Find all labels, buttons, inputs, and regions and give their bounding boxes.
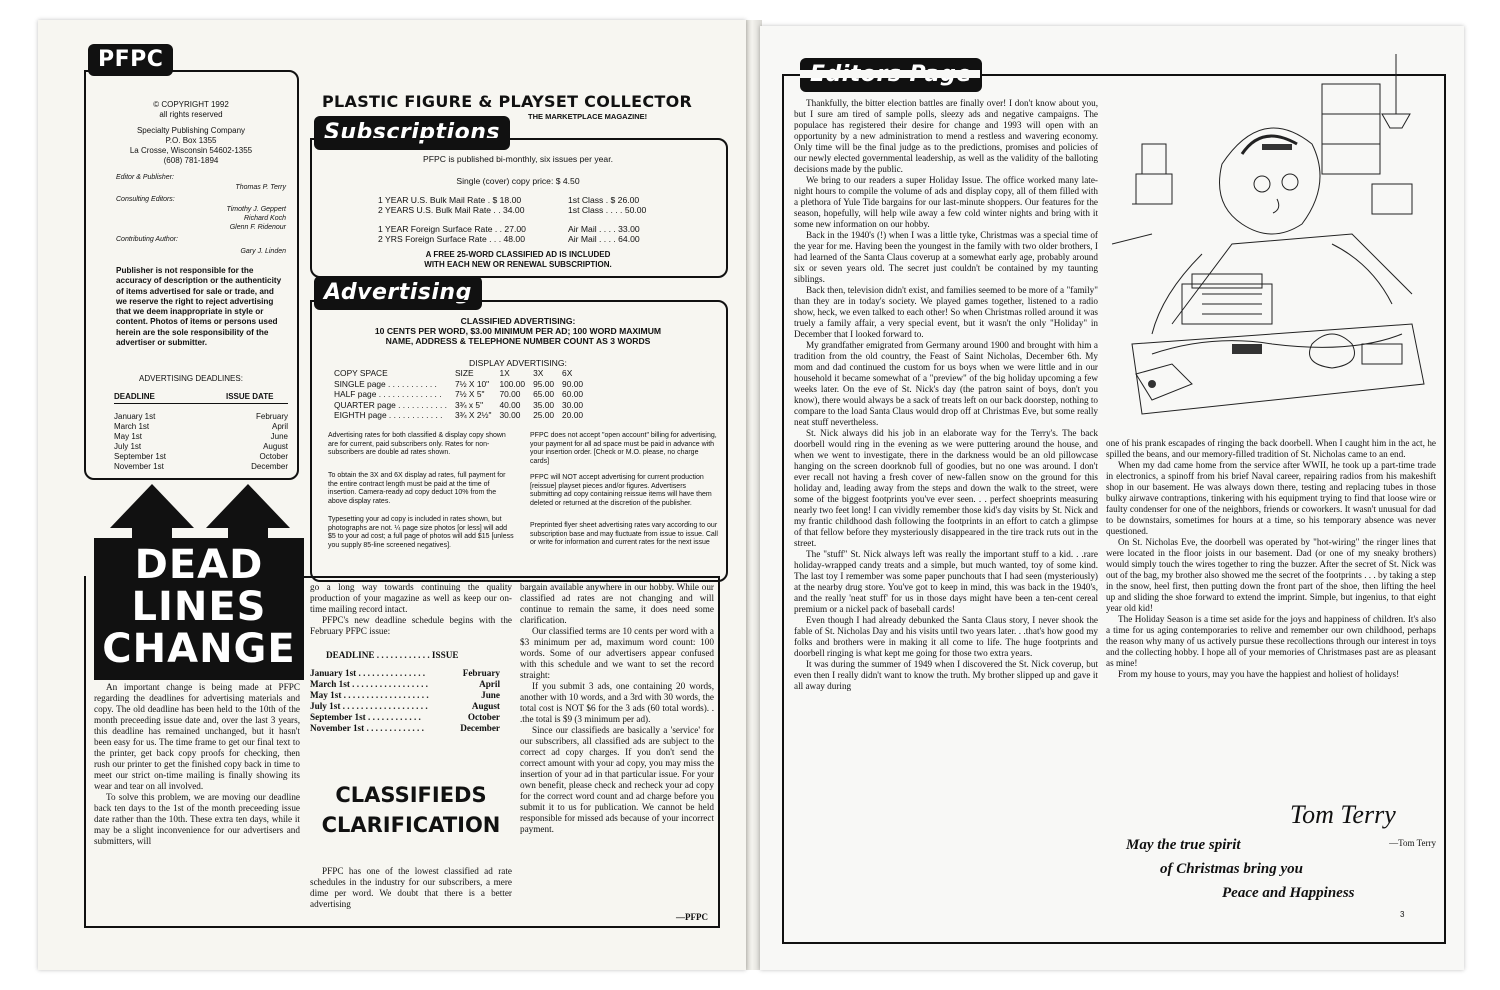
editors-col2 bbox=[1106, 438, 1436, 812]
display-rate-cell: 95.00 bbox=[533, 378, 555, 389]
dead-lines-col2-top bbox=[310, 582, 512, 652]
display-header-cell: COPY SPACE bbox=[334, 368, 388, 378]
new-deadline-date: November 1st . . . . . . . . . . . . . bbox=[310, 723, 424, 733]
ad-note-left-2: To obtain the 3X and 6X display ad rates, full payment for the entire contract length must be paid at the time of insertion. Camera-ready ad copy deduct 10% from the above display rates. bbox=[328, 472, 506, 505]
display-header-cell: 1X bbox=[499, 368, 510, 378]
classified-count: NAME, ADDRESS & TELEPHONE NUMBER COUNT AS 3 WORDS bbox=[385, 336, 651, 346]
dead-line-3: CHANGE bbox=[102, 626, 296, 672]
deadline-row bbox=[114, 432, 288, 442]
col3-paragraph-2: Our classified terms are 10 cents per word with a $3 minimum per ad, maximum word count: 100 words. Some of our advertisers appear confused with this schedule and we want to set the record straight: bbox=[520, 626, 714, 680]
consulting-editor-3: Glenn F. Ridenour bbox=[229, 224, 286, 231]
contrib-label: Contributing Author: bbox=[116, 236, 178, 243]
ad-note-right-2: PFPC will NOT accept advertising for current production [reissue] playset pieces and/or figures. Advertisers submitting ad copy containing reissue items will have them deleted or returned at the discretion of the publisher. bbox=[530, 474, 712, 507]
left-page bbox=[38, 20, 746, 970]
magazine-title: PLASTIC FIGURE & PLAYSET COLLECTOR bbox=[322, 92, 693, 111]
display-header-cell: SIZE bbox=[454, 368, 474, 378]
issue-month: August bbox=[263, 442, 288, 451]
classified-rate: 10 CENTS PER WORD, $3.00 MINIMUM PER AD; 100 WORD MAXIMUM bbox=[374, 326, 662, 336]
dead-line-1: DEAD bbox=[134, 542, 264, 588]
editor-desk-illustration bbox=[1112, 44, 1444, 434]
heading-gap bbox=[800, 70, 980, 78]
col1-paragraph-1: An important change is being made at PFPC regarding the deadlines for advertising materials and copy. The old deadline has been held to the 10th of the month preceeding issue date and, over the last 3 years, this deadline has remained unchanged, but it hasn't been easy for us. The time frame to get our final text to the printer, get back copy proofs for checking, then rush our printer to get the finished copy back in time to meet our strict on-time mailing is finally showing its wear and tear on all involved. bbox=[94, 682, 300, 791]
editors-col1-p3: Back in the 1940's (!) when I was a little tyke, Christmas was a special time of the year for me. Having been the youngest in the family with two older brothers, I had learned of the Santa Claus coverup at a somewhat early age, probably around six or seven years old. The secret just couldn't be contained by my taunting siblings. bbox=[794, 230, 1098, 284]
article-frame-top bbox=[304, 576, 720, 578]
display-title: DISPLAY ADVERTISING: bbox=[469, 358, 567, 368]
display-rate-cell: 30.00 bbox=[499, 410, 521, 420]
deadline-col-header: DEADLINE bbox=[114, 392, 155, 401]
deadline-row bbox=[114, 452, 288, 462]
display-rate-cell: 3¾ x 5" bbox=[454, 399, 484, 410]
classifieds-title-1: CLASSIFIEDS bbox=[335, 783, 487, 807]
display-rate-cell: 100.00 bbox=[499, 378, 526, 389]
issue-month: April bbox=[271, 422, 288, 431]
issue-month: June bbox=[270, 432, 288, 441]
editors-col1-p4: Back then, television didn't exist, and families seemed to be more of a "family" than they are in today's society. We played games together, listened to a radio show, heck, we even talked to each other! So when Christmas rolled around it was truely a family affair, a very special event, but it wasn't the only "Holiday" in December that I looked forward to. bbox=[794, 285, 1098, 339]
motto-line-3: Peace and Happiness bbox=[1222, 885, 1355, 901]
issue-month: October bbox=[259, 452, 288, 461]
editor-label: Editor & Publisher: bbox=[116, 174, 174, 181]
rate-2yr-bulk: 2 YEARS U.S. Bulk Mail Rate . . 34.00 bbox=[378, 205, 525, 215]
display-header-cell: 3X bbox=[533, 368, 544, 378]
magazine-subtitle: THE MARKETPLACE MAGAZINE! bbox=[528, 112, 648, 121]
subscriptions-heading: Subscriptions bbox=[314, 116, 510, 150]
editors-col1-p8: Even though I had already debunked the Santa Claus story, I never shook the fable of St. Nicholas Day and his visits until two years later. . .that's how good my folks and brothers were in making it all come to life. The huge footprints and doorbell ringing is what kept me going for those two extra years. bbox=[794, 615, 1098, 658]
new-schedule-header: DEADLINE . . . . . . . . . . . . ISSUE bbox=[326, 650, 459, 660]
new-schedule-row bbox=[310, 679, 500, 690]
advertising-heading: Advertising bbox=[314, 276, 482, 310]
new-deadline-date: March 1st . . . . . . . . . . . . . . . . . bbox=[310, 679, 428, 689]
editors-col1-p9: It was during the summer of 1949 when I discovered the St. Nick coverup, but even then I really didn't want to know the truth. My brother slipped up and gave it all away during bbox=[794, 659, 1098, 691]
display-rate-row bbox=[330, 379, 587, 390]
page-number: 3 bbox=[1400, 910, 1405, 919]
new-schedule-row bbox=[310, 668, 500, 679]
deadline-date: July 1st bbox=[114, 442, 142, 451]
deadline-date: March 1st bbox=[114, 422, 150, 431]
editors-col2-p3: On St. Nicholas Eve, the doorbell was operated by "hot-wiring" the ringer lines that were located in the floor joists in our basement. Dad (or one of my sneaky brothers) would simply touch the wires together to ring the buzzer. After the secret of St. Nick was out of the bag, my brother also showed me the secret of the footprints . . . by taking a step in the snow, heel first, then putting down the front part of the shoe, then lifting the heel up and sliding the shoe forward to extend the imprint. Simple, but ingenius, to that eight year old kid! bbox=[1106, 537, 1436, 613]
new-deadline-date: May 1st . . . . . . . . . . . . . . . . . . . bbox=[310, 690, 429, 700]
consulting-editor-2: Richard Koch bbox=[243, 215, 286, 222]
display-rates-table bbox=[330, 368, 587, 421]
free-ad-line-2: WITH EACH NEW OR RENEWAL SUBSCRIPTION. bbox=[424, 260, 612, 269]
display-rate-cell: 7½ X 10" bbox=[454, 378, 490, 389]
editors-col1-p7: The "stuff" St. Nick always left was really the important stuff to a kid. . .rare holiday-wrapped candy treats and a simple, but much wanted, toy of some kind. The last toy I remember was some paper punchouts that I had seen (mysteriously) at the nearby drug store. You've got to keep in mind, this was back in the 1940's, and the really 'neat stuff' for us in those days might have been a ten-cent cereal premium or a nickel pack of baseball cards! bbox=[794, 549, 1098, 614]
col3-paragraph-4: Since our classifieds are basically a 'service' for our subscribers, all classified ads are subject to the correct ad copy charges. If you don't send the correct amount with your ad copy, you may miss the insertion of your ad in that particular issue. For your own benefit, please check and recheck your ad copy for the correct word count and ad charge before you submit it to us for publication. We cannot be held responsible for missed ads because of your incorrect payment. bbox=[520, 725, 714, 834]
new-issue-month: February bbox=[462, 668, 500, 678]
po-box: P.O. Box 1355 bbox=[165, 136, 217, 145]
editors-col2-p5: From my house to yours, may you have the happiest and holiest of holidays! bbox=[1118, 669, 1400, 679]
display-rate-cell: 40.00 bbox=[499, 399, 521, 410]
deadline-row bbox=[114, 422, 288, 432]
copyright: © COPYRIGHT 1992 bbox=[153, 100, 229, 109]
ad-note-left-3: Typesetting your ad copy is included in rates shown, but photographs are not. ¼ page size photos [or less] will add $5 to your ad cost; a full page of photos will add $15 [unless you supply 85-line screened negatives]. bbox=[328, 516, 514, 549]
new-issue-month: December bbox=[460, 723, 500, 733]
col2-paragraph-2: PFPC's new deadline schedule begins with the February PFPC issue: bbox=[310, 615, 512, 636]
col1-paragraph-2: To solve this problem, we are moving our deadline back ten days to the 1st of the month preceeding issue date rather than the 10th. These extra ten days, while it may be a slight inconvenience for our advertisers and submitters, will bbox=[94, 792, 300, 846]
rate-2yr-foreign: 2 YRS Foreign Surface Rate . . . 48.00 bbox=[378, 234, 525, 244]
editors-col2-p2: When my dad came home from the service after WWII, he took up a part-time trade in electronics, a spinoff from his brief Naval career, repairing radios from his makeshift shop in our basement. He was always down there, testing and replacing tubes in those bulky airwave contraptions, tinkering with his equipment trying to find that loose wire or faulty condenser for one of the neighbors, friends or coworkers. It wasn't unusual for dad to be downstairs, sometimes for hours at a time, so his temporary absence was never questioned. bbox=[1106, 460, 1436, 536]
deadline-date: May 1st bbox=[114, 432, 143, 441]
single-price: Single (cover) copy price: $ 4.50 bbox=[456, 176, 580, 186]
published-freq: PFPC is published bi-monthly, six issues per year. bbox=[423, 154, 613, 164]
col2-paragraph-3: PFPC has one of the lowest classified ad rate schedules in the industry for our subscribers, a mere dime per word. We doubt that there is a better advertising bbox=[310, 866, 512, 909]
editors-col1 bbox=[794, 98, 1098, 938]
classified-title: CLASSIFIED ADVERTISING: bbox=[460, 316, 576, 326]
classifieds-title-2: CLARIFICATION bbox=[321, 813, 501, 837]
display-rate-cell: 90.00 bbox=[562, 378, 584, 389]
new-deadline-date: July 1st . . . . . . . . . . . . . . . . . . . bbox=[310, 701, 428, 711]
rate-1yr-foreign: 1 YEAR Foreign Surface Rate . . 27.00 bbox=[378, 224, 526, 234]
ad-note-left-1: Advertising rates for both classified & display copy shown are for current, paid subscribers only. Rates for non-subscribers are double ad rates shown. bbox=[328, 432, 506, 456]
deadline-row bbox=[114, 462, 288, 472]
display-rate-cell: 70.00 bbox=[499, 389, 521, 399]
ad-note-right-3: Preprinted flyer sheet advertising rates vary according to our subscription base and may fluctuate from issue to issue. Call or write for information and current rates for the next issue bbox=[530, 522, 718, 546]
right-page bbox=[760, 26, 1464, 970]
display-rate-cell: QUARTER page . . . . . . . . . . . bbox=[334, 399, 447, 410]
free-ad-line-1: A FREE 25-WORD CLASSIFIED AD IS INCLUDED bbox=[425, 250, 611, 259]
col3-paragraph-1: bargain available anywhere in our hobby. While our classified ad rates are not changing and will continue to remain the same, it does need some clarification. bbox=[520, 582, 714, 625]
display-rate-cell: EIGHTH page . . . . . . . . . . . . bbox=[334, 410, 443, 420]
new-schedule-list bbox=[310, 668, 512, 734]
display-rate-cell: 35.00 bbox=[533, 399, 555, 410]
display-rate-cell: 20.00 bbox=[562, 410, 584, 420]
rights: all rights reserved bbox=[159, 110, 223, 119]
display-rate-cell: 7½ X 5" bbox=[454, 389, 485, 399]
col2-paragraph-1: go a long way towards continuing the quality production of your magazine as well as keep our on-time mailing record intact. bbox=[310, 582, 512, 614]
new-deadline-date: September 1st . . . . . . . . . . . . bbox=[310, 712, 421, 722]
editors-col1-p1: Thankfully, the bitter election battles are finally over! I don't know about you, but I sure am tired of sample polls, sleezy ads and negative campaigns. The populace has registered their desire for change and 1993 will open with an opportunity by a new administration to mend a restless and wavering economy. Only time will be the final judge as to the predictions, promises and policies of our newly elected governmental leadership, as well as the validity of the balloting decisions made by the public. bbox=[794, 98, 1098, 174]
display-rate-cell: 25.00 bbox=[533, 410, 555, 420]
display-rate-row bbox=[330, 400, 587, 411]
rate-2yr-first: 1st Class . . . . 50.00 bbox=[568, 205, 647, 215]
dead-lines-col1 bbox=[94, 682, 300, 922]
new-schedule-row bbox=[310, 712, 500, 723]
display-rate-cell: 3¾ X 2½" bbox=[454, 410, 492, 420]
disclaimer: Publisher is not responsible for the accuracy of description or the authenticity of items advertised for sale or trade, and we reserve the right to reject advertising that we deem inappropriate in style or content. Photos of items or persons used herein are the sole responsibility of the advertiser or submitter. bbox=[116, 266, 282, 348]
new-issue-month: October bbox=[467, 712, 500, 722]
deadline-date: November 1st bbox=[114, 462, 164, 471]
rate-1yr-air: Air Mail . . . . 33.00 bbox=[568, 224, 640, 234]
editors-col2-p1: one of his prank escapades of ringing the back doorbell. When I caught him in the act, he spilled the beans, and our memory-filled tradition of St. Nicholas came to an end. bbox=[1106, 438, 1436, 459]
issue-month: December bbox=[251, 462, 288, 471]
display-rate-cell: SINGLE page . . . . . . . . . . . bbox=[334, 378, 437, 389]
deadline-date: September 1st bbox=[114, 452, 167, 461]
display-rate-cell: 65.00 bbox=[533, 389, 555, 399]
tom-terry-signature: Tom Terry bbox=[1290, 800, 1396, 829]
consulting-label: Consulting Editors: bbox=[116, 196, 175, 203]
dead-line-2: LINES bbox=[131, 584, 267, 630]
rate-1yr-first: 1st Class . $ 26.00 bbox=[568, 195, 640, 205]
display-rate-cell: 30.00 bbox=[562, 399, 584, 410]
editors-col2-p4: The Holiday Season is a time set aside for the joys and happiness of children. It's also a time for us aging contemporaries to relive and remember our own childhood, perhaps the reason why many of us actively pursue these recollections through our interest in toys and the collecting hobby. I hope all of your memories of Christmases past are as pleasant as mine! bbox=[1106, 614, 1436, 668]
new-deadline-date: January 1st . . . . . . . . . . . . . . . bbox=[310, 668, 426, 678]
arrow-up-left-icon bbox=[110, 484, 194, 528]
display-rate-row bbox=[330, 410, 587, 421]
new-issue-month: June bbox=[481, 690, 500, 700]
deadline-row bbox=[114, 412, 288, 422]
ad-note-right-1: PFPC does not accept "open account" billing for advertising, your payment for all ad space must be paid in advance with your insertion order. [Check or M.O. please, no charge cards] bbox=[530, 432, 717, 465]
byline: —Tom Terry bbox=[1389, 838, 1436, 848]
display-header-row bbox=[330, 368, 587, 379]
new-schedule-row bbox=[310, 701, 500, 712]
display-rate-cell: HALF page . . . . . . . . . . . . . . bbox=[334, 389, 442, 399]
deadlines-rule bbox=[114, 403, 288, 404]
new-issue-month: April bbox=[479, 679, 500, 689]
motto-line-1: May the true spirit bbox=[1126, 837, 1241, 853]
deadline-row bbox=[114, 442, 288, 452]
editors-col1-p2: We bring to our readers a super Holiday Issue. The office worked many late-night hours to compile the volume of ads and display copy, all of them filled with a plethora of Yule Tide bargains for our last-minute shoppers. Our features for the season, hopefully, will help wile away a few cold winter nights and bring with it some new information on our hobby. bbox=[794, 175, 1098, 229]
phone: (608) 781-1894 bbox=[163, 156, 219, 165]
editors-col1-p6: St. Nick always did his job in an elaborate way for the Terry's. The back doorbell would ring in the evening as we were puttering around the house, and when we went to investigate, there in the darkness would be an old pillowcase hanging on the screen doorknob full of goodies, but no one was around. I don't ever recall not having a fresh cover of new-fallen snow on the ground for this holiday and, leading away from the steps and down the walk to the street, were some of the biggest footprints you've ever seen. . . perfect shoeprints measuring nearly two feet long! I can vividly remember those kid's day visits by St. Nick and my frantic childhood dash following the footprints in an effort to catch a glimpse of that fellow before they mysteriously disappeared in the tire track ruts out in the street. bbox=[794, 428, 1098, 548]
issue-col-header: ISSUE DATE bbox=[226, 392, 274, 401]
dead-lines-col3 bbox=[520, 582, 714, 910]
editor-name: Thomas P. Terry bbox=[235, 184, 286, 191]
deadlines-list bbox=[114, 412, 288, 472]
rate-2yr-air: Air Mail . . . . 64.00 bbox=[568, 234, 640, 244]
motto-line-2: of Christmas bring you bbox=[1160, 861, 1303, 877]
new-schedule-row bbox=[310, 723, 500, 734]
deadline-date: January 1st bbox=[114, 412, 156, 421]
company-name: Specialty Publishing Company bbox=[136, 126, 246, 135]
col3-paragraph-3: If you submit 3 ads, one containing 20 words, another with 10 words, and a 3rd with 30 words, the total cost is NOT $6 for the 3 ads (60 total words). . .the total is $9 (3 minimum per ad). bbox=[520, 681, 714, 724]
pfpc-signoff: —PFPC bbox=[676, 912, 708, 922]
display-rate-cell: 60.00 bbox=[562, 389, 584, 399]
display-header-cell: 6X bbox=[562, 368, 573, 378]
issue-month: February bbox=[255, 412, 288, 421]
dead-lines-col2-bottom bbox=[310, 866, 512, 924]
new-schedule-row bbox=[310, 690, 500, 701]
new-issue-month: August bbox=[471, 701, 500, 711]
deadlines-title: ADVERTISING DEADLINES: bbox=[139, 374, 243, 383]
contrib-name: Gary J. Linden bbox=[240, 248, 286, 255]
display-rate-row bbox=[330, 389, 587, 400]
city: La Crosse, Wisconsin 54602-1355 bbox=[129, 146, 253, 155]
rate-1yr-bulk: 1 YEAR U.S. Bulk Mail Rate . $ 18.00 bbox=[378, 195, 522, 205]
pfpc-logo: PFPC bbox=[88, 44, 173, 76]
consulting-editor-1: Timothy J. Geppert bbox=[226, 206, 286, 213]
arrow-up-right-icon bbox=[206, 484, 290, 528]
editors-col1-p5: My grandfather emigrated from Germany around 1900 and brought with him a tradition from the old country, the Feast of Saint Nicholas, December 6th. My mom and dad continued the custom for us boys when we were little and in our household it became somewhat of a "preview" of the big holiday upcoming a few weeks later. On the eve of St. Nick's day (the patron saint of boys, don't you know), there would always be a sack of treats left on our back doorstep, nothing to compare to the load Santa Claus would drop off at Christmas Eve, but some really neat stuff nevertheless. bbox=[794, 340, 1098, 427]
